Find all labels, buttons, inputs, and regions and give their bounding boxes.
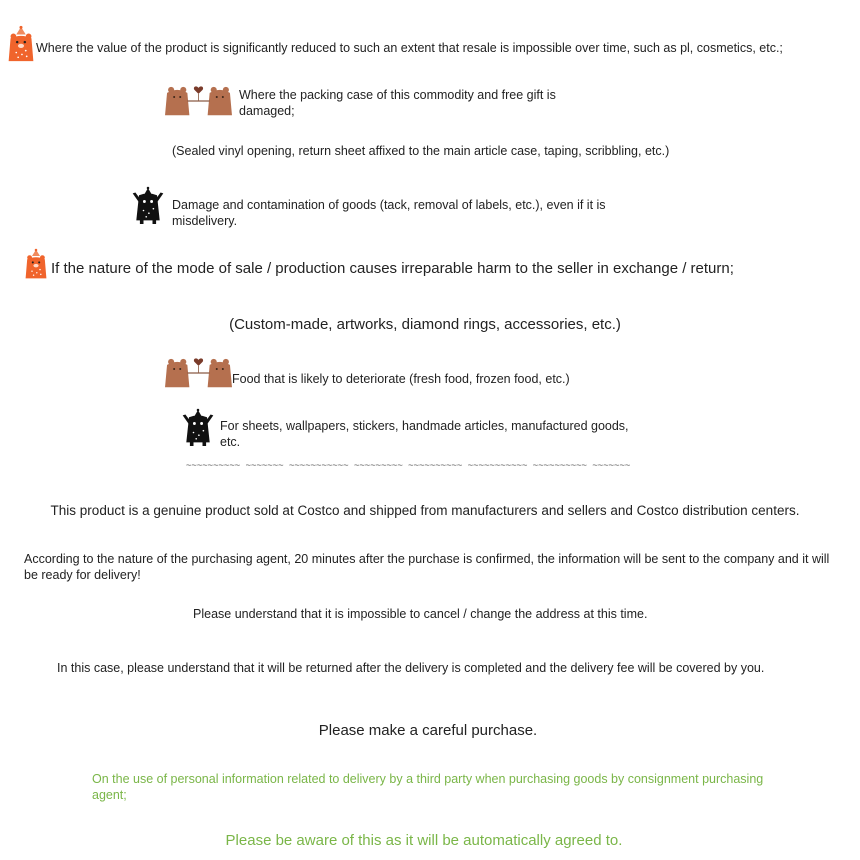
brown-bear-pair-icon [163,352,234,390]
notice-damage-contamination: Damage and contamination of goods (tack, removal of labels, etc.), even if it is misdelivery. [172,198,606,228]
notice-resale-impossible: Where the value of the product is significantly reduced to such an extent that resale is impossible over time, such as pl, cosmetics, etc.; [36,41,783,55]
notice-perishable-food: Food that is likely to deteriorate (fresh food, frozen food, etc.) [232,372,570,386]
black-monster-icon [180,408,216,448]
info-return-fee: In this case, please understand that it will be returned after the delivery is completed and the delivery fee will be covered by you. [57,661,765,675]
info-personal-information: On the use of personal information related to delivery by a third party when purchasing goods by consignment purchasing agent; [92,772,764,802]
info-no-cancel: Please understand that it is impossible to cancel / change the address at this time. [193,607,648,621]
notice-packing-damaged: Where the packing case of this commodity and free gift is damaged; [239,88,556,118]
notice-packing-examples: (Sealed vinyl opening, return sheet affixed to the main article case, taping, scribbling, etc.) [172,144,670,158]
orange-bear-icon [20,244,52,284]
info-genuine-product: This product is a genuine product sold at Costco and shipped from manufacturers and sellers and Costco distribution centers. [50,503,800,518]
notice-sheets-handmade: For sheets, wallpapers, stickers, handmade articles, manufactured goods, etc. [220,419,629,449]
notice-custom-made-examples: (Custom-made, artworks, diamond rings, accessories, etc.) [229,316,621,333]
black-monster-icon [130,186,166,226]
wavy-divider: ~~~~~~~~~~ ~~~~~~~ ~~~~~~~~~~~ ~~~~~~~~~ ~~~~~~~~~~ ~~~~~~~~~~~ ~~~~~~~~~~ ~~~~~~~ [186,462,631,470]
info-careful-purchase: Please make a careful purchase. [318,722,538,739]
info-delivery-timing: According to the nature of the purchasing agent, 20 minutes after the purchase is confirmed, the information will be sent to the company and it will be ready for delivery! [24,552,830,582]
notice-irreparable-harm: If the nature of the mode of sale / production causes irreparable harm to the seller in exchange / return; [51,260,734,277]
info-auto-agreement: Please be aware of this as it will be automatically agreed to. [225,832,623,849]
brown-bear-pair-icon [163,80,234,118]
orange-bear-icon [2,24,40,64]
